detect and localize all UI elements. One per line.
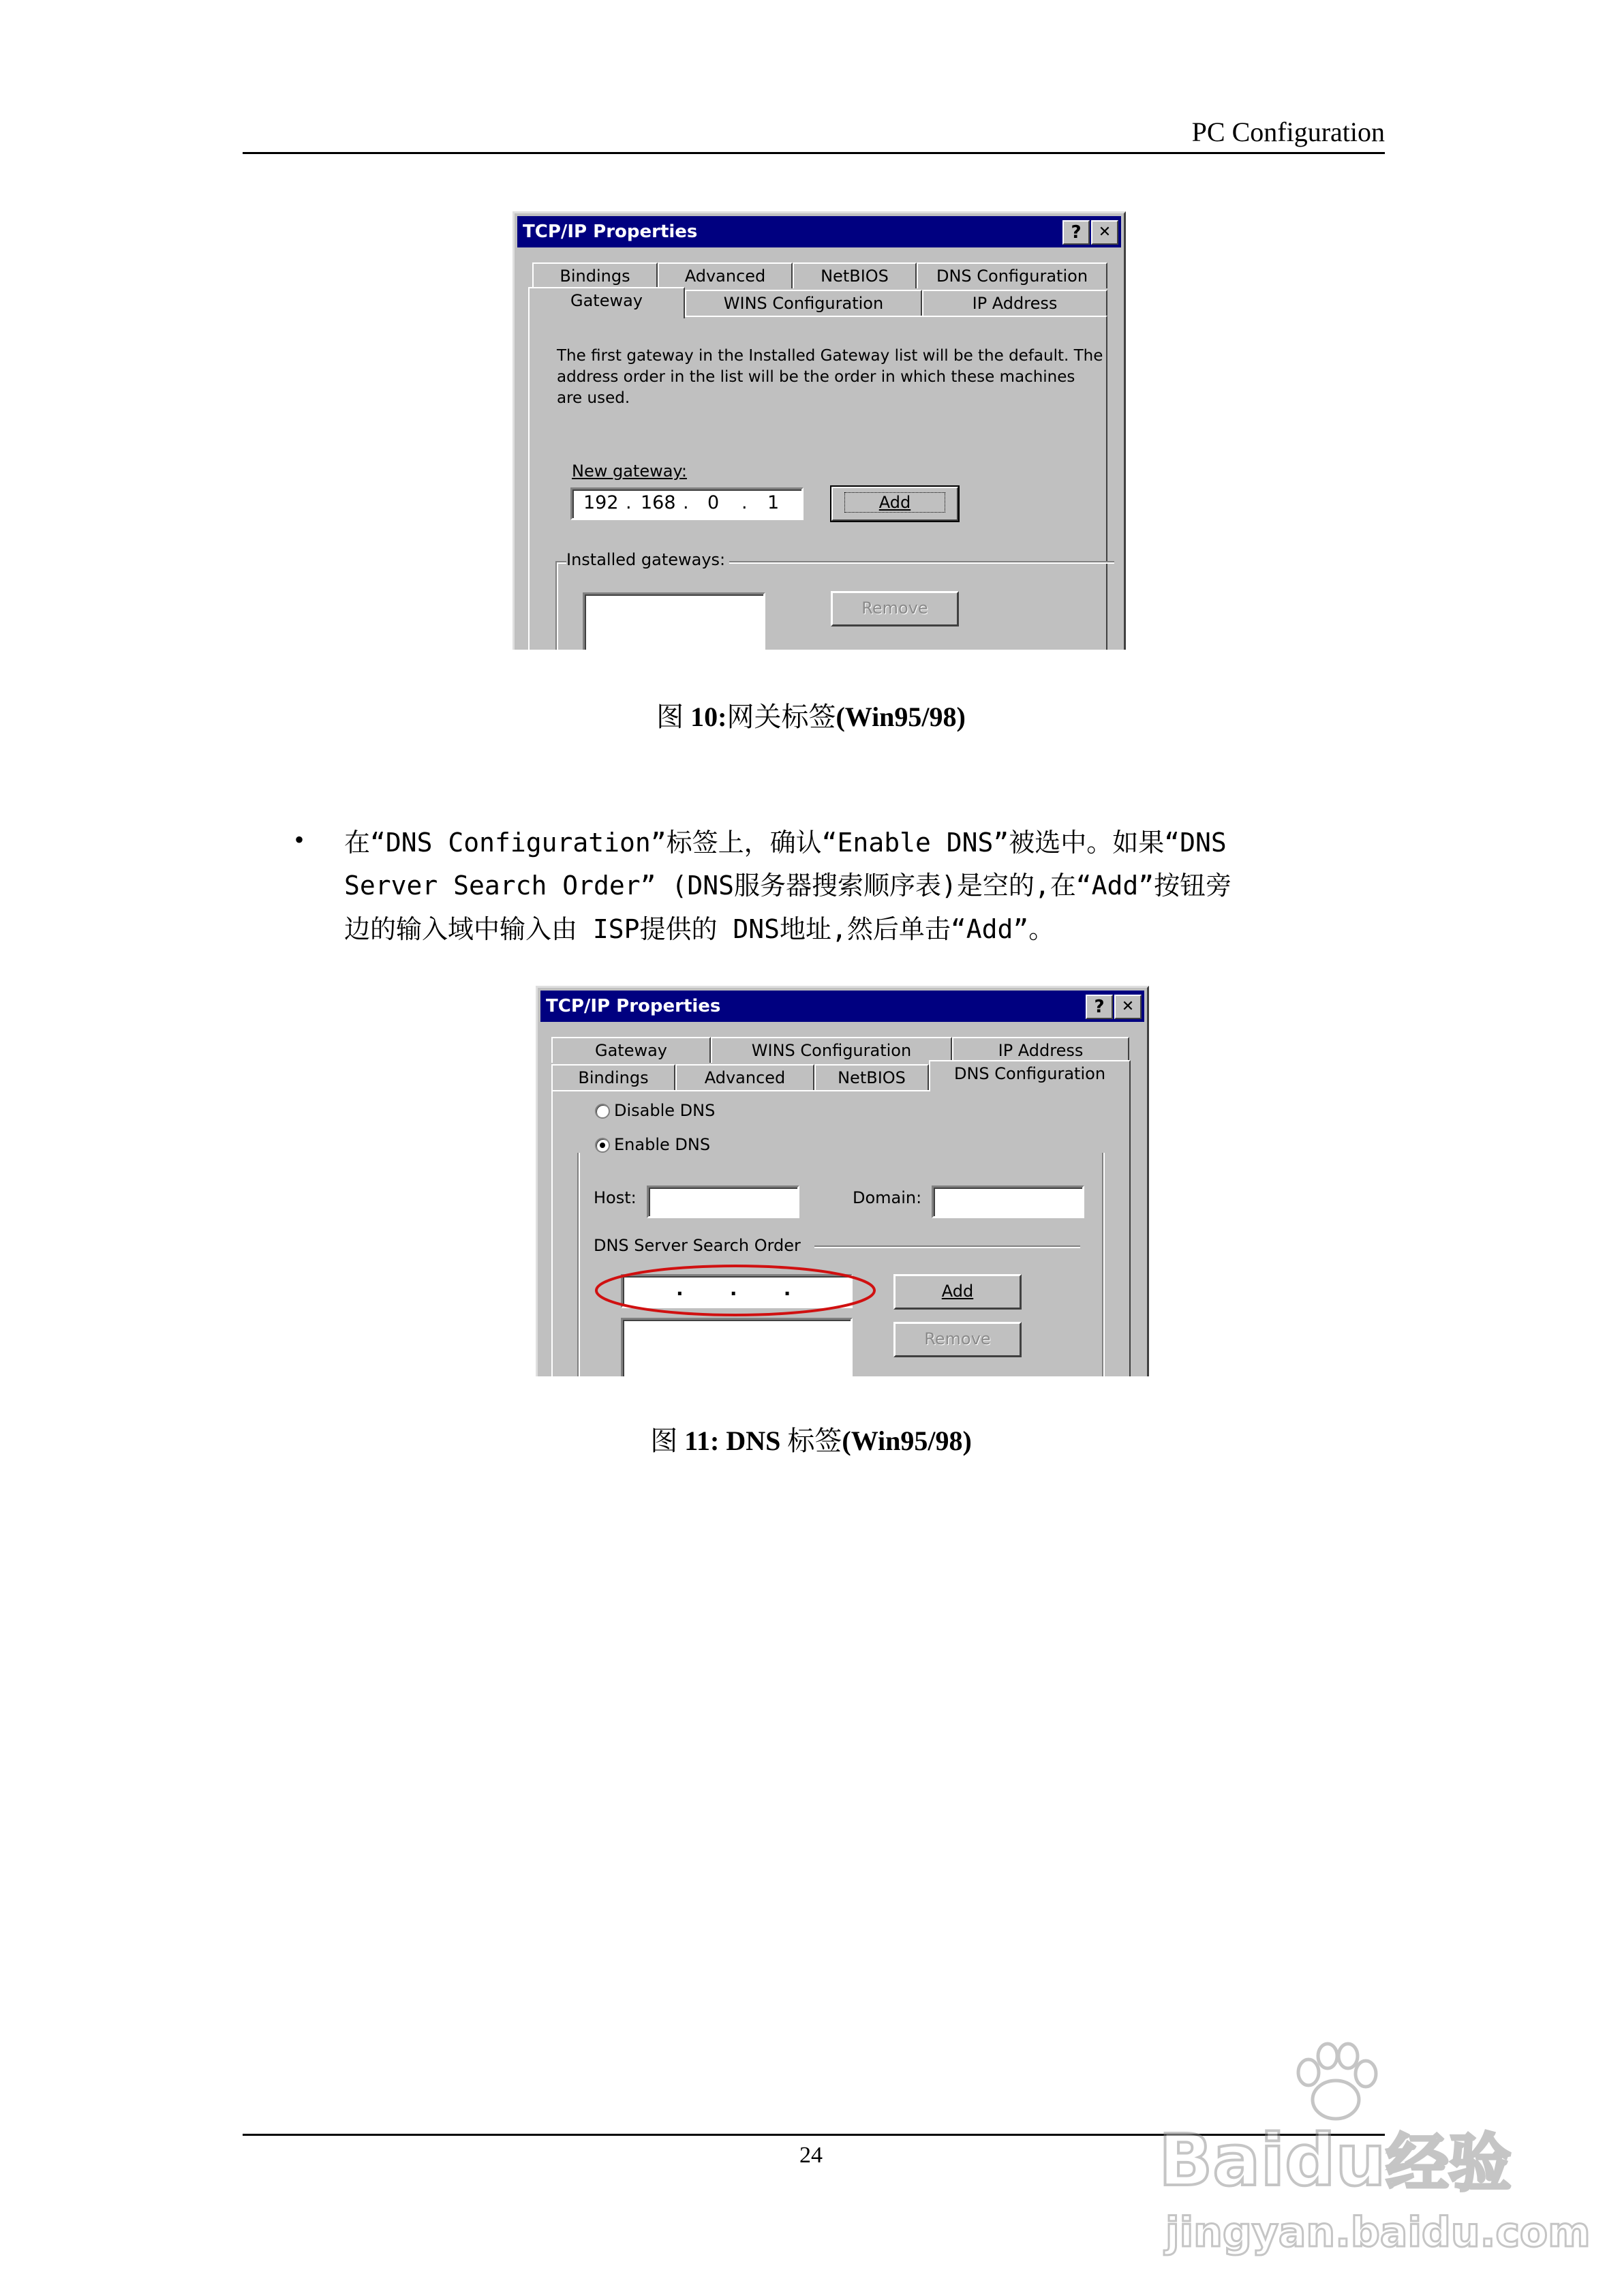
red-highlight-circle [592,1262,878,1319]
figure-10-caption-prefix: 图 [656,701,691,732]
installed-gateways-label: Installed gateways: [566,550,729,569]
gateway-description-line-1: The first gateway in the Installed Gateway list will be the default. The [557,347,1103,365]
tab-ip-address[interactable]: IP Address [952,1037,1129,1063]
remove-gateway-button[interactable] [831,591,959,626]
figure-11-caption-text: 标签 [780,1425,842,1456]
page-number: 24 [799,2143,823,2168]
tab-bindings[interactable]: Bindings [532,262,658,288]
add-dns-button[interactable] [893,1274,1022,1310]
dialog-title: TCP/IP Properties [523,222,698,242]
help-button[interactable]: ? [1086,995,1113,1019]
remove-dns-button-label: Remove [924,1329,991,1348]
header-title: PC Configuration [1191,117,1385,147]
ip-dot: . [683,492,689,513]
instruction-line-2: Server Search Order” (DNS服务器搜索顺序表)是空的,在“Add”按钮旁 [344,871,1232,901]
dialog-title: TCP/IP Properties [546,996,721,1016]
baidu-jingyan-watermark [1159,2038,1591,2263]
header-rule [243,152,1385,154]
figure-11-caption [0,1419,1622,1458]
dns-server-search-order-label: DNS Server Search Order [594,1236,801,1255]
figure-10-caption [0,695,1622,734]
tab-dns-configuration[interactable]: DNS Configuration [929,1060,1131,1091]
disable-dns-radio[interactable] [595,1104,610,1119]
tab-wins-configuration[interactable]: WINS Configuration [685,290,922,316]
dns-group-left-edge [577,1153,580,1376]
dns-group-right-edge [1102,1153,1105,1376]
dns-dialog [536,986,1149,1376]
bullet-point: • [294,824,305,855]
watermark-url: jingyan.baidu.com [1165,2209,1591,2256]
tab-advanced[interactable]: Advanced [675,1064,814,1090]
remove-gateway-button-label: Remove [861,599,928,618]
close-button[interactable]: ✕ [1091,220,1118,245]
ip-octet-2: 168 [641,492,676,513]
dns-server-list[interactable] [621,1318,853,1376]
figure-10-caption-number: 10: [690,701,727,732]
add-dns-button-label: Add [941,1282,974,1301]
dns-ip-dots: . . . [676,1278,791,1300]
domain-input[interactable] [932,1185,1084,1218]
close-button[interactable]: ✕ [1114,995,1142,1019]
ip-octet-3: 0 [707,492,720,513]
figure-11-caption-suffix: (Win95/98) [842,1425,972,1456]
tab-netbios[interactable]: NetBIOS [814,1064,929,1090]
gateway-dialog [512,211,1126,650]
figure-11-caption-prefix: 图 [650,1425,685,1456]
figure-10-caption-text: 网关标签 [726,701,836,732]
domain-label: Domain: [853,1188,922,1207]
add-gateway-button[interactable] [831,486,959,522]
tab-advanced[interactable]: Advanced [658,262,793,288]
figure-11-caption-number: 11: DNS [684,1425,781,1456]
help-button[interactable]: ? [1062,220,1090,245]
enable-dns-radio[interactable] [595,1138,610,1153]
ip-dot: . [741,492,748,513]
watermark-brand-du: du [1285,2119,1386,2202]
tab-gateway[interactable]: Gateway [528,287,685,318]
disable-dns-label[interactable]: Disable DNS [614,1101,716,1120]
gateway-description-line-3: are used. [557,389,630,407]
dns-dialog-titlebar [540,991,1144,1022]
ip-dot: . [626,492,632,513]
installed-gateways-list[interactable] [583,592,765,650]
instruction-line-1: 在“DNS Configuration”标签上，确认“Enable DNS”被选中。如果“DNS [344,828,1227,858]
enable-dns-label[interactable]: Enable DNS [614,1135,711,1154]
search-order-line [814,1245,1080,1248]
host-input[interactable] [647,1185,799,1218]
ip-octet-4: 1 [767,492,780,513]
installed-gateways-group-left-edge [555,562,558,650]
tab-bindings[interactable]: Bindings [551,1064,675,1090]
tab-dns-configuration[interactable]: DNS Configuration [917,262,1107,288]
figure-10-caption-suffix: (Win95/98) [836,701,966,732]
new-gateway-ip-input[interactable] [570,487,804,520]
watermark-brand-bai: Bai [1159,2119,1285,2202]
add-gateway-button-label: Add [844,492,945,513]
host-label: Host: [594,1188,637,1207]
ip-octet-1: 192 [583,492,619,513]
new-gateway-label: New gateway: [572,462,687,481]
gateway-description-line-2: address order in the list will be the order in which these machines [557,368,1075,386]
instruction-line-3: 边的输入域中输入由 ISP提供的 DNS地址,然后单击“Add”。 [344,914,1055,944]
tab-wins-configuration[interactable]: WINS Configuration [711,1037,952,1063]
gateway-dialog-titlebar [517,216,1121,247]
watermark-brand [1159,2113,1512,2203]
tab-ip-address[interactable]: IP Address [922,290,1107,316]
tab-netbios[interactable]: NetBIOS [793,262,917,288]
tab-gateway[interactable]: Gateway [551,1037,711,1063]
watermark-suffix: 经验 [1386,2127,1512,2200]
remove-dns-button[interactable] [893,1322,1022,1357]
